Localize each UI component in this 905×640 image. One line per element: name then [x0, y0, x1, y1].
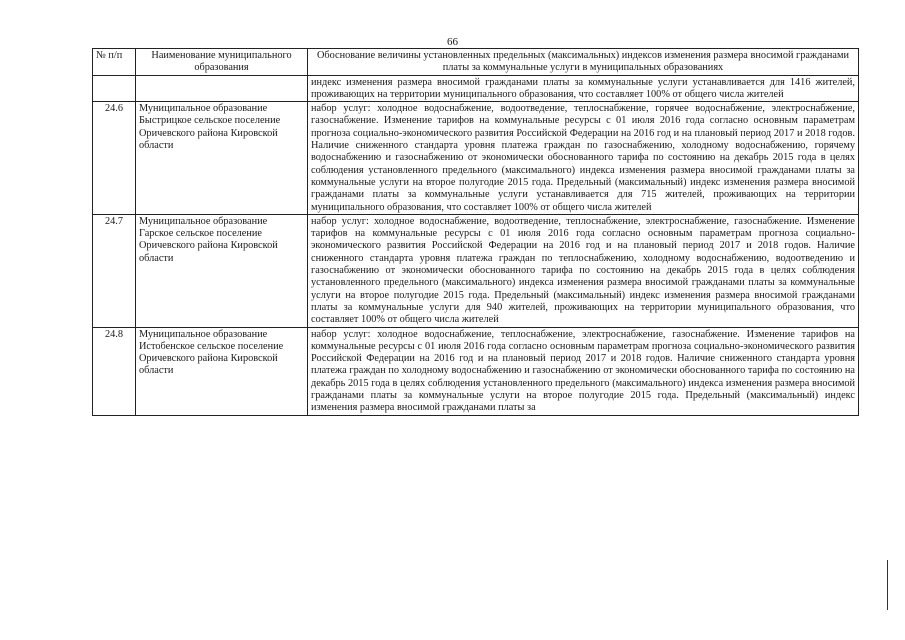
header-row — [93, 49, 859, 76]
row-justification: набор услуг: холодное водоснабжение, теплоснабжение, электроснабжение, газоснабжение. Изменение тарифов на коммунальные ресурсы с 01 июля 2016 года согласно основным параметрам прогноза социально-экономического развития Российской Федерации на 2016 год и на плановый период 2017 и 2018 годов. Наличие сниженного стандарта уровня платежа граждан по холодному водоснабжению и газоснабжению от экономически обоснованного тарифа по состоянию на декабрь 2015 года в целях соблюдения установленного предельного (максимального) индекса изменения размера вносимой гражданами платы за коммунальные услуги на второе полугодие 2015 года. Предельный (максимальный) индекс изменения размера вносимой гражданами платы за — [308, 327, 859, 415]
row-number: 24.7 — [93, 214, 136, 327]
row-number — [93, 75, 136, 102]
row-municipality-name: Муниципальное образование Быстрицкое сельское поселение Оричевского района Кировской области — [136, 102, 308, 215]
scan-edge-line — [887, 560, 888, 610]
table-row — [93, 327, 859, 415]
table-header — [93, 49, 859, 76]
row-municipality-name: Муниципальное образование Гарское сельское поселение Оричевского района Кировской области — [136, 214, 308, 327]
table-row — [93, 102, 859, 215]
row-number: 24.8 — [93, 327, 136, 415]
header-municipality-name: Наименование муниципального образования — [136, 49, 308, 76]
row-municipality-name: Муниципальное образование Истобенское сельское поселение Оричевского района Кировской области — [136, 327, 308, 415]
table-row — [93, 75, 859, 102]
row-justification: набор услуг: холодное водоснабжение, водоотведение, теплоснабжение, горячее водоснабжение, электроснабжение, газоснабжение. Изменение тарифов на коммунальные ресурсы с 01 июля 2016 года согласно основным параметрам прогноза социально-экономического развития Российской Федерации на 2016 год и на плановый период 2017 и 2018 годов. Наличие сниженного стандарта уровня платежа граждан по газоснабжению, холодному водоснабжению, горячему водоснабжению и газоснабжению от экономически обоснованного тарифа по состоянию на декабрь 2015 года в целях соблюдения установленного предельного (максимального) индекса изменения размера вносимой гражданами платы за коммунальные услуги на второе полугодие 2015 года. Предельный (максимальный) индекс изменения размера вносимой гражданами платы за коммунальные услуги устанавливается для 715 жителей, проживающих на территории муниципального образования, что составляет 100% от общего числа жителей — [308, 102, 859, 215]
row-justification: набор услуг: холодное водоснабжение, водоотведение, теплоснабжение, электроснабжение, газоснабжение. Изменение тарифов на коммунальные ресурсы с 01 июля 2016 года согласно основным параметрам прогноза социально-экономического развития Российской Федерации на 2016 год и на плановый период 2017 и 2018 годов. Наличие сниженного стандарта уровня платежа граждан по теплоснабжению, холодному водоснабжению, водоотведению и газоснабжению от экономически обоснованного тарифа по состоянию на декабрь 2015 года в целях соблюдения установленного предельного (максимального) индекса изменения размера вносимой гражданами платы за коммунальные услуги на второе полугодие 2015 года. Предельный (максимальный) индекс изменения размера вносимой гражданами платы за коммунальные услуги для 940 жителей, проживающих на территории муниципального образования, что составляет 100% от общего числа жителей — [308, 214, 859, 327]
row-number: 24.6 — [93, 102, 136, 215]
table-body — [93, 75, 859, 415]
row-justification: индекс изменения размера вносимой гражданами платы за коммунальные услуги устанавливается для 1416 жителей, проживающих на территории муниципального образования, что составляет 100% от общего числа жителей — [308, 75, 859, 102]
justification-table — [92, 48, 859, 416]
table-row — [93, 214, 859, 327]
page-number: 66 — [447, 36, 458, 48]
header-number: № п/п — [93, 49, 136, 76]
row-municipality-name — [136, 75, 308, 102]
header-justification: Обоснование величины установленных предельных (максимальных) индексов изменения размера вносимой гражданами платы за коммунальные услуги в муниципальных образованиях — [308, 49, 859, 76]
